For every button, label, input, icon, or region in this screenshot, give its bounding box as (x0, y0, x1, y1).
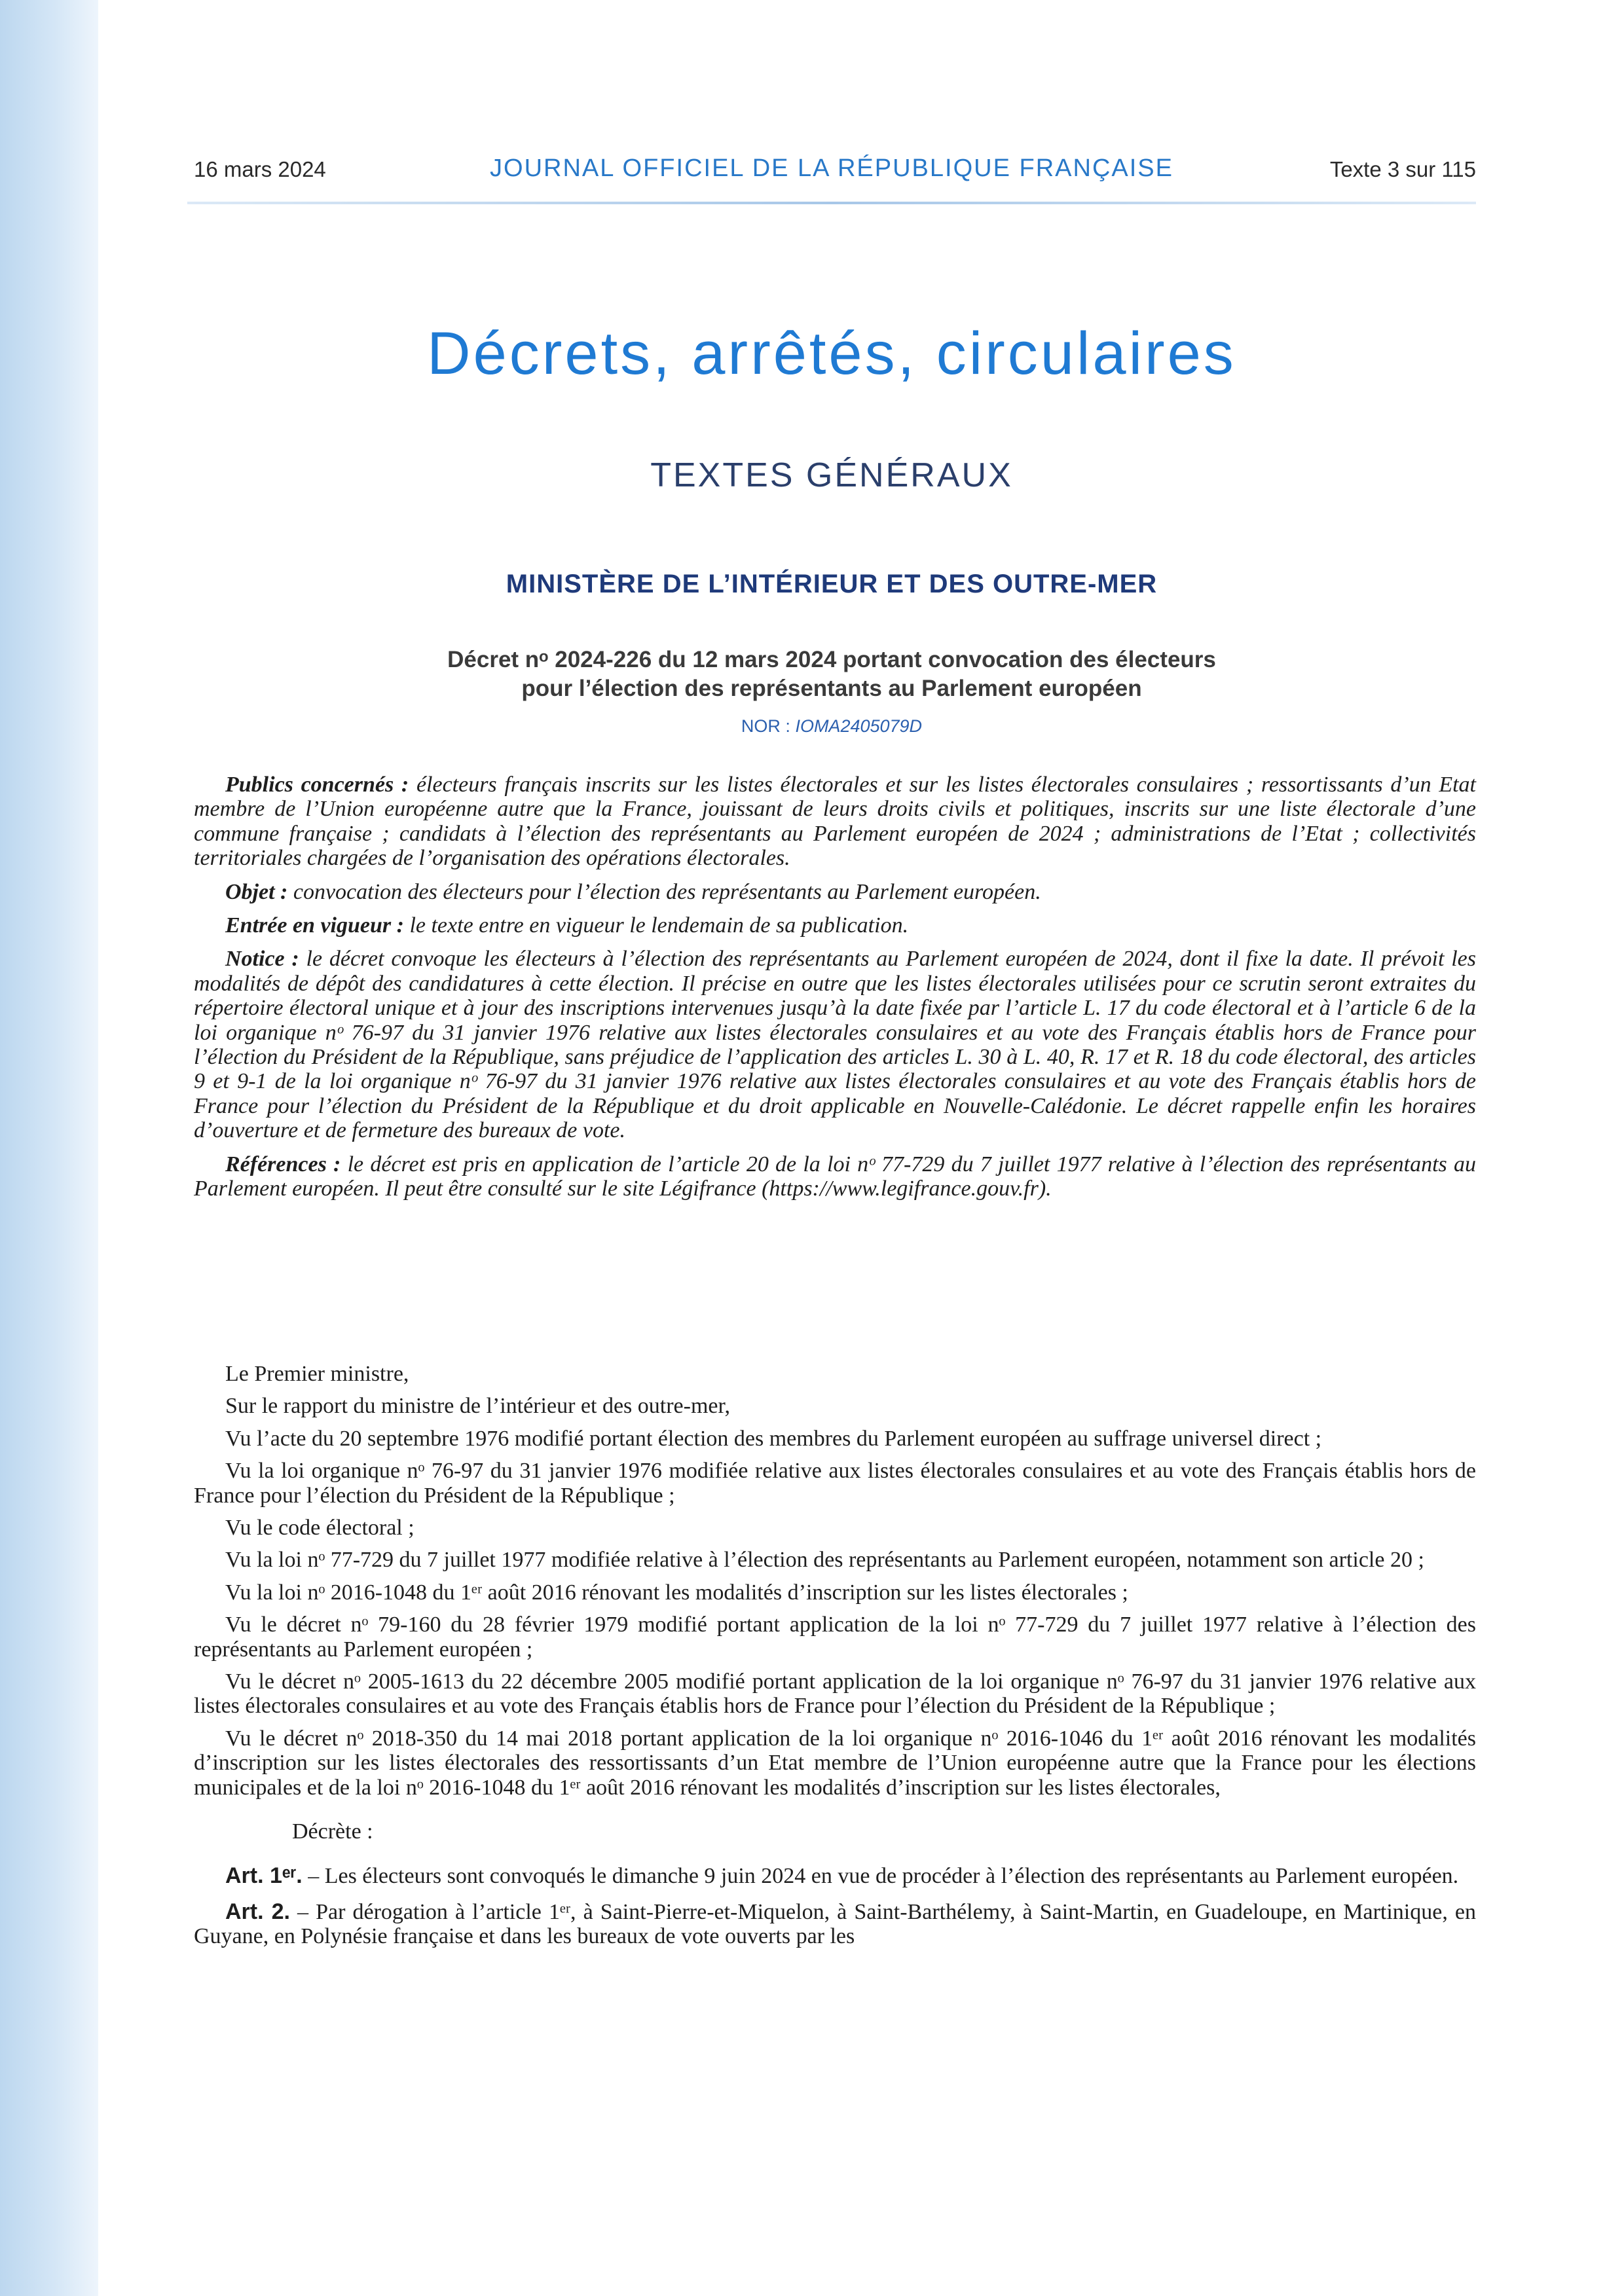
visa: Vu le décret nᵒ 79-160 du 28 février 1979 modifié portant application de la loi nᵒ 77-729 du 7 juillet 1977 relative à l’élection des représentants au Parlement européen ; (194, 1613, 1476, 1662)
summary-label: Notice : (225, 947, 299, 972)
article-2 (194, 1900, 1476, 1949)
visa: Vu le code électoral ; (225, 1516, 415, 1540)
visa: Vu la loi nᵒ 77-729 du 7 juillet 1977 modifiée relative à l’élection des représentants au Parlement européen, notamment son article 20 ; (225, 1548, 1424, 1573)
summary-text: le décret est pris en application de l’article 20 de la loi nᵒ 77-729 du 7 juillet 1977 relative à l’élection des représentants au Parlement européen. Il peut être consulté sur le site Légifrance (https://www.legifrance.gouv.fr). (194, 1152, 1476, 1201)
ministry-heading: MINISTÈRE DE L’INTÉRIEUR ET DES OUTRE-MER (506, 570, 1158, 598)
margin-band (0, 0, 98, 2296)
journal-page (187, 0, 1476, 2296)
decrete: Décrète : (292, 1819, 373, 1844)
summary-entree (194, 913, 1476, 938)
article-text: – Par dérogation à l’article 1ᵉʳ, à Saint-Pierre-et-Miquelon, à Saint-Barthélemy, à Saint-Martin, en Guadeloupe, en Martinique, en Guyane, en Polynésie française et dans les bureaux de vote ouverts par les (194, 1899, 1476, 1949)
summary-label: Publics concernés : (225, 773, 409, 797)
summary-text: le décret convoque les électeurs à l’élection des représentants au Parlement européen de 2024, dont il fixe la date. Il prévoit les modalités de dépôt des candidatures à cette élection. Il précise en outre que les listes électorales utilisées pour ce scrutin seront extraites du répertoire électoral unique et à jour des inscriptions intervenues jusqu’à la date fixée par l’article L. 17 du code électoral et à l’article 6 de la loi organique nᵒ 76-97 du 31 janvier 1976 relative aux listes électorales consulaires et au vote des Français établis hors de France pour l’élection du Président de la République, sans préjudice de l’application des articles L. 30 à L. 40, R. 17 et R. 18 du code électoral, des articles 9 et 9-1 de la loi organique nᵒ 76-97 du 31 janvier 1976 relative aux listes électorales consulaires et au vote des Français établis hors de France pour l’élection du Président de la République et du droit applicable en Nouvelle-Calédonie. Le décret rappelle enfin les horaires d’ouverture et de fermeture des bureaux de vote. (194, 947, 1476, 1143)
journal-title: JOURNAL OFFICIEL DE LA RÉPUBLIQUE FRANÇAISE (490, 155, 1173, 182)
page-header (187, 149, 1476, 195)
decree-title-line-1: Décret nᵒ 2024-226 du 12 mars 2024 portant convocation des électeurs (447, 647, 1216, 672)
header-divider (187, 202, 1476, 204)
summary-label: Références : (225, 1152, 341, 1176)
summary-publics (194, 773, 1476, 871)
article-1 (194, 1864, 1476, 1888)
summary-notice (194, 947, 1476, 1142)
summary-text: le texte entre en vigueur le lendemain de sa publication. (403, 913, 909, 938)
summary-text: convocation des électeurs pour l’élection des représentants au Parlement européen. (287, 879, 1041, 904)
section-title: Décrets, arrêtés, circulaires (427, 320, 1236, 387)
summary-references (194, 1152, 1476, 1201)
decree-body (194, 1362, 1476, 1961)
summary-label: Entrée en vigueur : (225, 913, 404, 938)
summary-label: Objet : (225, 879, 288, 904)
decree-title-line-2: pour l’élection des représentants au Parlement européen (521, 676, 1142, 701)
visa: Vu le décret nᵒ 2005-1613 du 22 décembre 2005 modifié portant application de la loi organique nᵒ 76-97 du 31 janvier 1976 relative aux listes électorales consulaires et au vote des Français établis hors de France pour l’élection du Président de la République ; (194, 1669, 1476, 1719)
article-text: – Les électeurs sont convoqués le dimanche 9 juin 2024 en vue de procéder à l’élection des représentants au Parlement européen. (302, 1863, 1459, 1888)
nor-label: NOR : (741, 716, 796, 736)
text-counter: Texte 3 sur 115 (1329, 157, 1476, 181)
visa: Vu l’acte du 20 septembre 1976 modifié portant élection des membres du Parlement européen au suffrage universel direct ; (225, 1426, 1322, 1451)
article-label: Art. 2. (225, 1899, 290, 1924)
publication-date: 16 mars 2024 (194, 157, 326, 181)
decree-title (187, 646, 1476, 703)
summary-text: électeurs français inscrits sur les listes électorales et sur les listes électorales consulaires ; ressortissants d’un Etat membre de l’Union européenne autre que la France, jouissant de leurs droits civils et politiques, inscrits sur une liste électorale d’une commune française ; candidats à l’élection des représentants au Parlement européen de 2024 ; administrations de l’Etat ; collectivités territoriales chargées de l’organisation des opérations électorales. (194, 773, 1476, 871)
article-label: Art. 1ᵉʳ. (225, 1863, 303, 1888)
premier-ministre: Le Premier ministre, (225, 1362, 409, 1386)
summary-objet (194, 880, 1476, 904)
decree-summary (194, 773, 1476, 1211)
visa: Vu la loi organique nᵒ 76-97 du 31 janvier 1976 modifiée relative aux listes électorales consulaires et au vote des Français établis hors de France pour l’élection du Président de la République ; (194, 1459, 1476, 1508)
nor-reference (187, 716, 1476, 737)
rapport: Sur le rapport du ministre de l’intérieur et des outre-mer, (225, 1394, 730, 1419)
visa: Vu la loi nᵒ 2016-1048 du 1ᵉʳ août 2016 rénovant les modalités d’inscription sur les listes électorales ; (225, 1580, 1128, 1605)
sub-title: TEXTES GÉNÉRAUX (650, 456, 1013, 494)
visa: Vu le décret nᵒ 2018-350 du 14 mai 2018 portant application de la loi organique nᵒ 2016-1046 du 1ᵉʳ août 2016 rénovant les modalités d’inscription sur les listes électorales des ressortissants d’un Etat membre de l’Union européenne autre que la France pour les élections municipales et de la loi nᵒ 2016-1048 du 1ᵉʳ août 2016 rénovant les modalités d’inscription sur les listes électorales, (194, 1726, 1476, 1800)
nor-code: IOMA2405079D (795, 716, 923, 736)
